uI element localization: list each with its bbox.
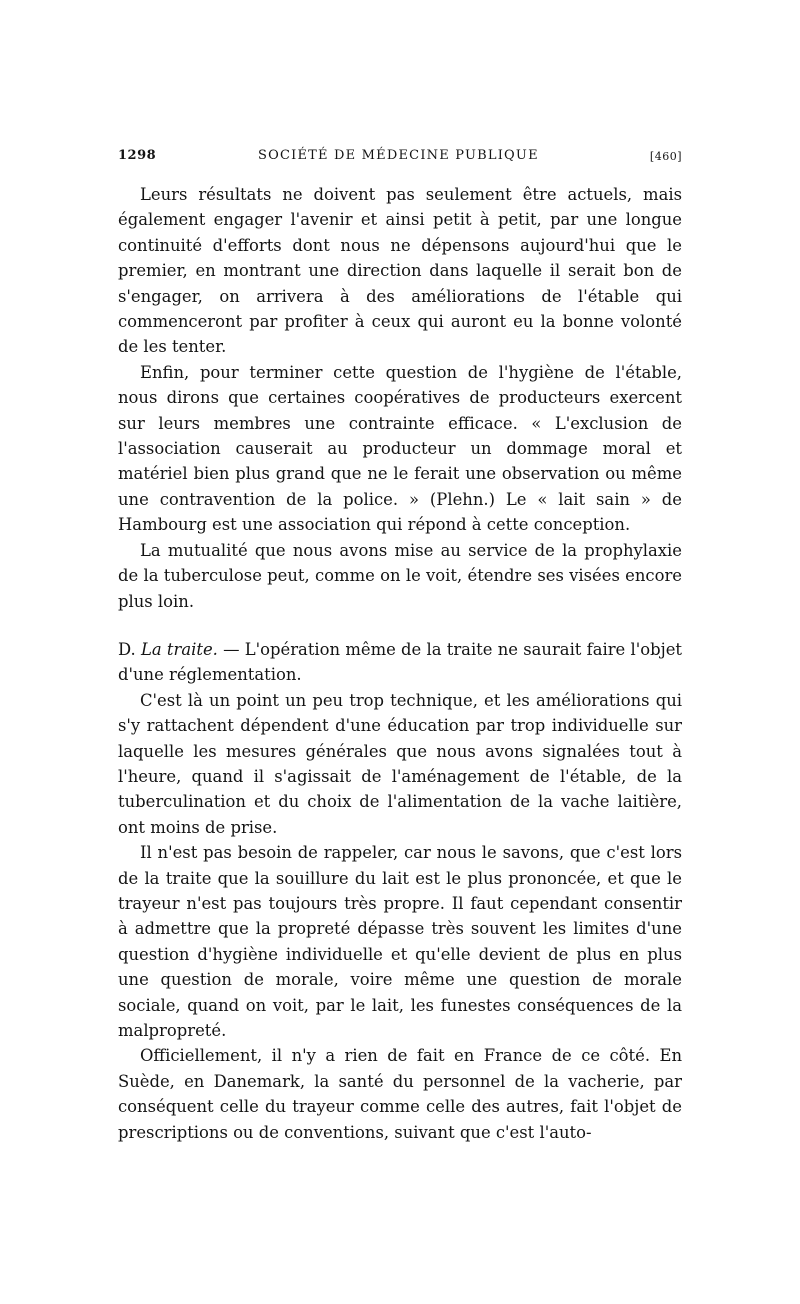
paragraph: Il n'est pas besoin de rappeler, car nous le savons, que c'est lors de la traite que la souillure du lait est le plus prononcée, et que le trayeur n'est pas toujours très propre. Il faut cependant consentir à admettre que la propreté dépasse très souvent les limites d'une question d'hygiène individuelle et qu'elle devient de plus en plus une question de morale, voire même une question de morale sociale, quand on voit, par le lait, les funestes conséquences de la malpropreté. bbox=[118, 843, 682, 1040]
running-title: SOCIÉTÉ DE MÉDECINE PUBLIQUE bbox=[258, 148, 539, 163]
section-dash: — bbox=[223, 639, 240, 659]
paragraph: C'est là un point un peu trop technique, et les améliorations qui s'y rattachent dépendent d'une éducation par trop individuelle sur laquelle les mesures générales que nous avons signalées tout à l'heure, quand il s'agissait de l'aménagement de l'étable, de la tuberculination et du choix de l'alimentation de la vache laitière, ont moins de prise. bbox=[118, 690, 682, 837]
section-label: D. bbox=[118, 639, 136, 659]
page-number-right: [460] bbox=[649, 150, 682, 163]
section-title: La traite. bbox=[141, 639, 218, 659]
paragraph: Officiellement, il n'y a rien de fait en France de ce côté. En Suède, en Danemark, la santé du personnel de la vacherie, par conséquent celle du trayeur comme celle des autres, fait l'objet de prescriptions ou de conventions, suivant que c'est l'auto- bbox=[118, 1046, 682, 1142]
running-header bbox=[118, 148, 682, 170]
paragraph: Leurs résultats ne doivent pas seulement être actuels, mais également engager l'avenir et ainsi petit à petit, par une longue continuité d'efforts dont nous ne dépensons aujourd'hui que le premier, en montrant une direction dans laquelle il serait bon de s'engager, on arrivera à des améliorations de l'étable qui commenceront par profiter à ceux qui auront eu la bonne volonté de les tenter. bbox=[118, 185, 682, 357]
section-d-paragraph bbox=[118, 637, 682, 688]
paragraph: Enfin, pour terminer cette question de l'hygiène de l'étable, nous dirons que certaines coopératives de producteurs exercent sur leurs membres une contrainte efficace. « L'exclusion de l'association causerait au producteur un dommage moral et matériel bien plus grand que ne le ferait une observation ou même une contravention de la police. » (Plehn.) Le « lait sain » de Hambourg est une association qui répond à cette conception. bbox=[118, 362, 682, 535]
body-text bbox=[118, 182, 682, 1145]
page-number-left: 1298 bbox=[118, 148, 157, 163]
book-page bbox=[118, 148, 682, 1145]
section-lead-text: L'opération même de la traite ne saurait faire l'objet d'une réglementation. bbox=[118, 639, 682, 685]
paragraph: La mutualité que nous avons mise au service de la prophylaxie de la tuberculose peut, comme on le voit, étendre ses visées encore plus loin. bbox=[118, 540, 682, 611]
